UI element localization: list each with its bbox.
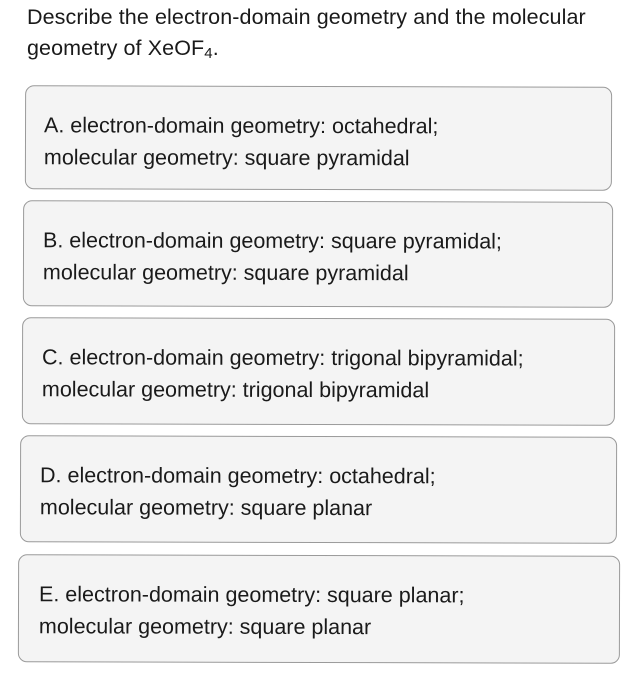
option-a-line-1: A. electron-domain geometry: octahedral;: [44, 113, 439, 139]
option-c-line-1: C. electron-domain geometry: trigonal bipyramidal;: [42, 345, 524, 371]
answer-option-b[interactable]: [23, 200, 613, 308]
answer-option-d[interactable]: [20, 435, 617, 544]
option-c-line-2: molecular geometry: trigonal bipyramidal: [41, 377, 430, 403]
answer-option-e[interactable]: [18, 554, 620, 664]
answer-option-c[interactable]: [22, 317, 615, 426]
question-subscript: 4: [204, 45, 213, 62]
option-e-line-1: E. electron-domain geometry: square planar;: [39, 582, 465, 608]
question-main: Describe the electron-domain geometry and the molecular geometry of XeOF: [27, 5, 586, 60]
option-e-line-2: molecular geometry: square planar: [38, 614, 372, 640]
option-d-line-2: molecular geometry: square planar: [39, 495, 373, 521]
answer-option-a[interactable]: [25, 85, 612, 191]
option-a-line-2: molecular geometry: square pyramidal: [43, 145, 410, 171]
option-d-line-1: D. electron-domain geometry: octahedral;: [40, 463, 436, 489]
option-b-line-1: B. electron-domain geometry: square pyramidal;: [43, 228, 502, 254]
question-end: .: [212, 36, 219, 60]
option-b-line-2: molecular geometry: square pyramidal: [42, 260, 409, 286]
question-text: [27, 2, 617, 64]
